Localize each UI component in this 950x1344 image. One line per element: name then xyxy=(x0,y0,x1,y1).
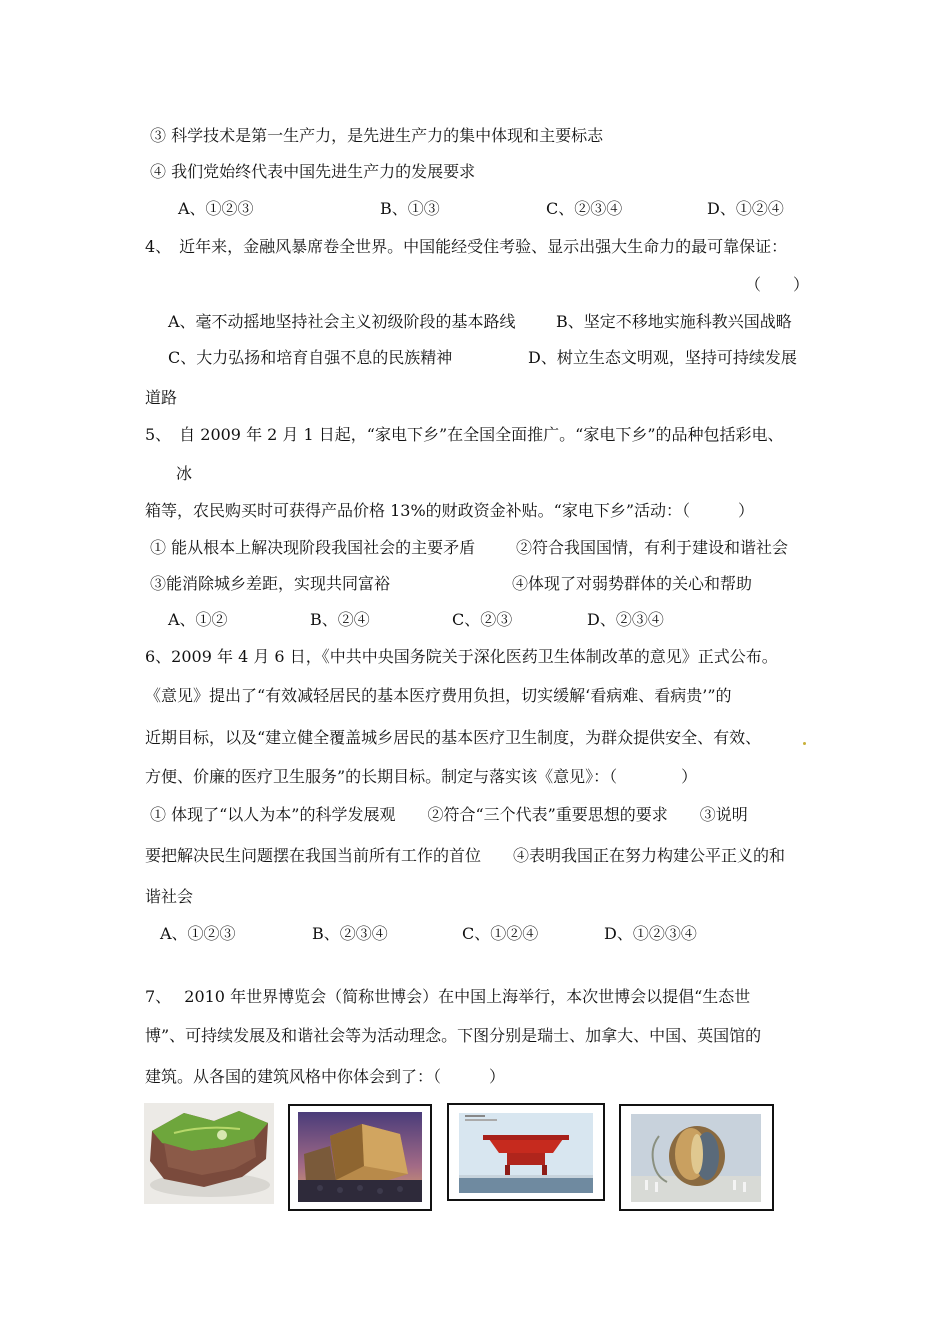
q3-option-b: B、①③ xyxy=(380,199,440,218)
q5-statement-3: ③能消除城乡差距，实现共同富裕 xyxy=(150,574,391,593)
q5-option-d: D、②③④ xyxy=(587,610,664,629)
q3-statement-3: ③ 科学技术是第一生产力，是先进生产力的集中体现和主要标志 xyxy=(150,126,604,145)
swiss-pavilion-image xyxy=(144,1103,274,1204)
q6-statements-1-3: ① 体现了“以人为本”的科学发展观 ②符合“三个代表”重要思想的要求 ③说明 xyxy=(150,805,748,824)
q4-option-d: D、树立生态文明观，坚持可持续发展 xyxy=(528,348,797,367)
q6-stem-line4: 方便、价廉的医疗卫生服务”的长期目标。制定与落实该《意见》：（ ） xyxy=(145,767,698,786)
q3-option-c: C、②③④ xyxy=(546,199,623,218)
q6-statement-continued: 谐社会 xyxy=(145,887,194,906)
q6-statements-3-4: 要把解决民生问题摆在我国当前所有工作的首位 ④表明我国正在努力构建公平正义的和 xyxy=(145,846,786,865)
q5-statement-1: ① 能从根本上解决现阶段我国社会的主要矛盾 xyxy=(150,538,476,557)
q6-option-c: C、①②④ xyxy=(462,924,539,943)
q4-answer-blank: （ ） xyxy=(745,275,810,294)
uk-pavilion-image xyxy=(619,1104,774,1211)
q5-statement-2: ②符合我国国情，有利于建设和谐社会 xyxy=(516,538,789,557)
q5-statement-4: ④体现了对弱势群体的关心和帮助 xyxy=(512,574,753,593)
q5-option-b: B、②④ xyxy=(310,610,370,629)
q6-stem: 6、2009 年 4 月 6 日，《中共中央国务院关于深化医药卫生体制改革的意见》正式公布。 xyxy=(145,647,778,666)
q6-stem-line3: 近期目标，以及“建立健全覆盖城乡居民的基本医疗卫生制度，为群众提供安全、有效、 xyxy=(145,728,762,747)
q4-option-a: A、毫不动摇地坚持社会主义初级阶段的基本路线 xyxy=(168,312,516,331)
q5-stem: 5、 自 2009 年 2 月 1 日起，“家电下乡”在全国全面推广。“家电下乡”的品种包括彩电、 xyxy=(145,425,784,444)
q7-stem-line2: 博”、可持续发展及和谐社会等为活动理念。下图分别是瑞士、加拿大、中国、英国馆的 xyxy=(145,1026,762,1045)
q6-option-d: D、①②③④ xyxy=(604,924,697,943)
q6-option-b: B、②③④ xyxy=(312,924,388,943)
q5-stem-line3: 箱等，农民购买时可获得产品价格 13%的财政资金补贴。“家电下乡”活动：（ ） xyxy=(145,501,755,520)
canada-pavilion-image xyxy=(288,1104,432,1211)
q6-option-a: A、①②③ xyxy=(160,924,236,943)
q7-stem: 7、 2010 年世界博览会（简称世博会）在中国上海举行，本次世博会以提倡“生态世 xyxy=(145,987,751,1006)
q6-stem-line2: 《意见》提出了“有效减轻居民的基本医疗费用负担，切实缓解‘看病难、看病贵’”的 xyxy=(145,686,732,705)
q3-statement-4: ④ 我们党始终代表中国先进生产力的发展要求 xyxy=(150,162,476,181)
q4-option-d-continued: 道路 xyxy=(145,388,178,407)
speck-mark xyxy=(803,742,806,745)
china-pavilion-image xyxy=(447,1103,605,1201)
q3-option-a: A、①②③ xyxy=(178,199,254,218)
q4-option-b: B、坚定不移地实施科教兴国战略 xyxy=(556,312,792,331)
q4-option-c: C、大力弘扬和培育自强不息的民族精神 xyxy=(168,348,453,367)
q7-stem-line3: 建筑。从各国的建筑风格中你体会到了：（ ） xyxy=(145,1067,506,1086)
q5-option-c: C、②③ xyxy=(452,610,513,629)
q5-option-a: A、①② xyxy=(168,610,228,629)
q3-option-d: D、①②④ xyxy=(707,199,784,218)
q5-stem-continued: 冰 xyxy=(176,464,193,483)
q4-stem: 4、 近年来，金融风暴席卷全世界。中国能经受住考验、显示出强大生命力的最可靠保证： xyxy=(145,237,788,256)
